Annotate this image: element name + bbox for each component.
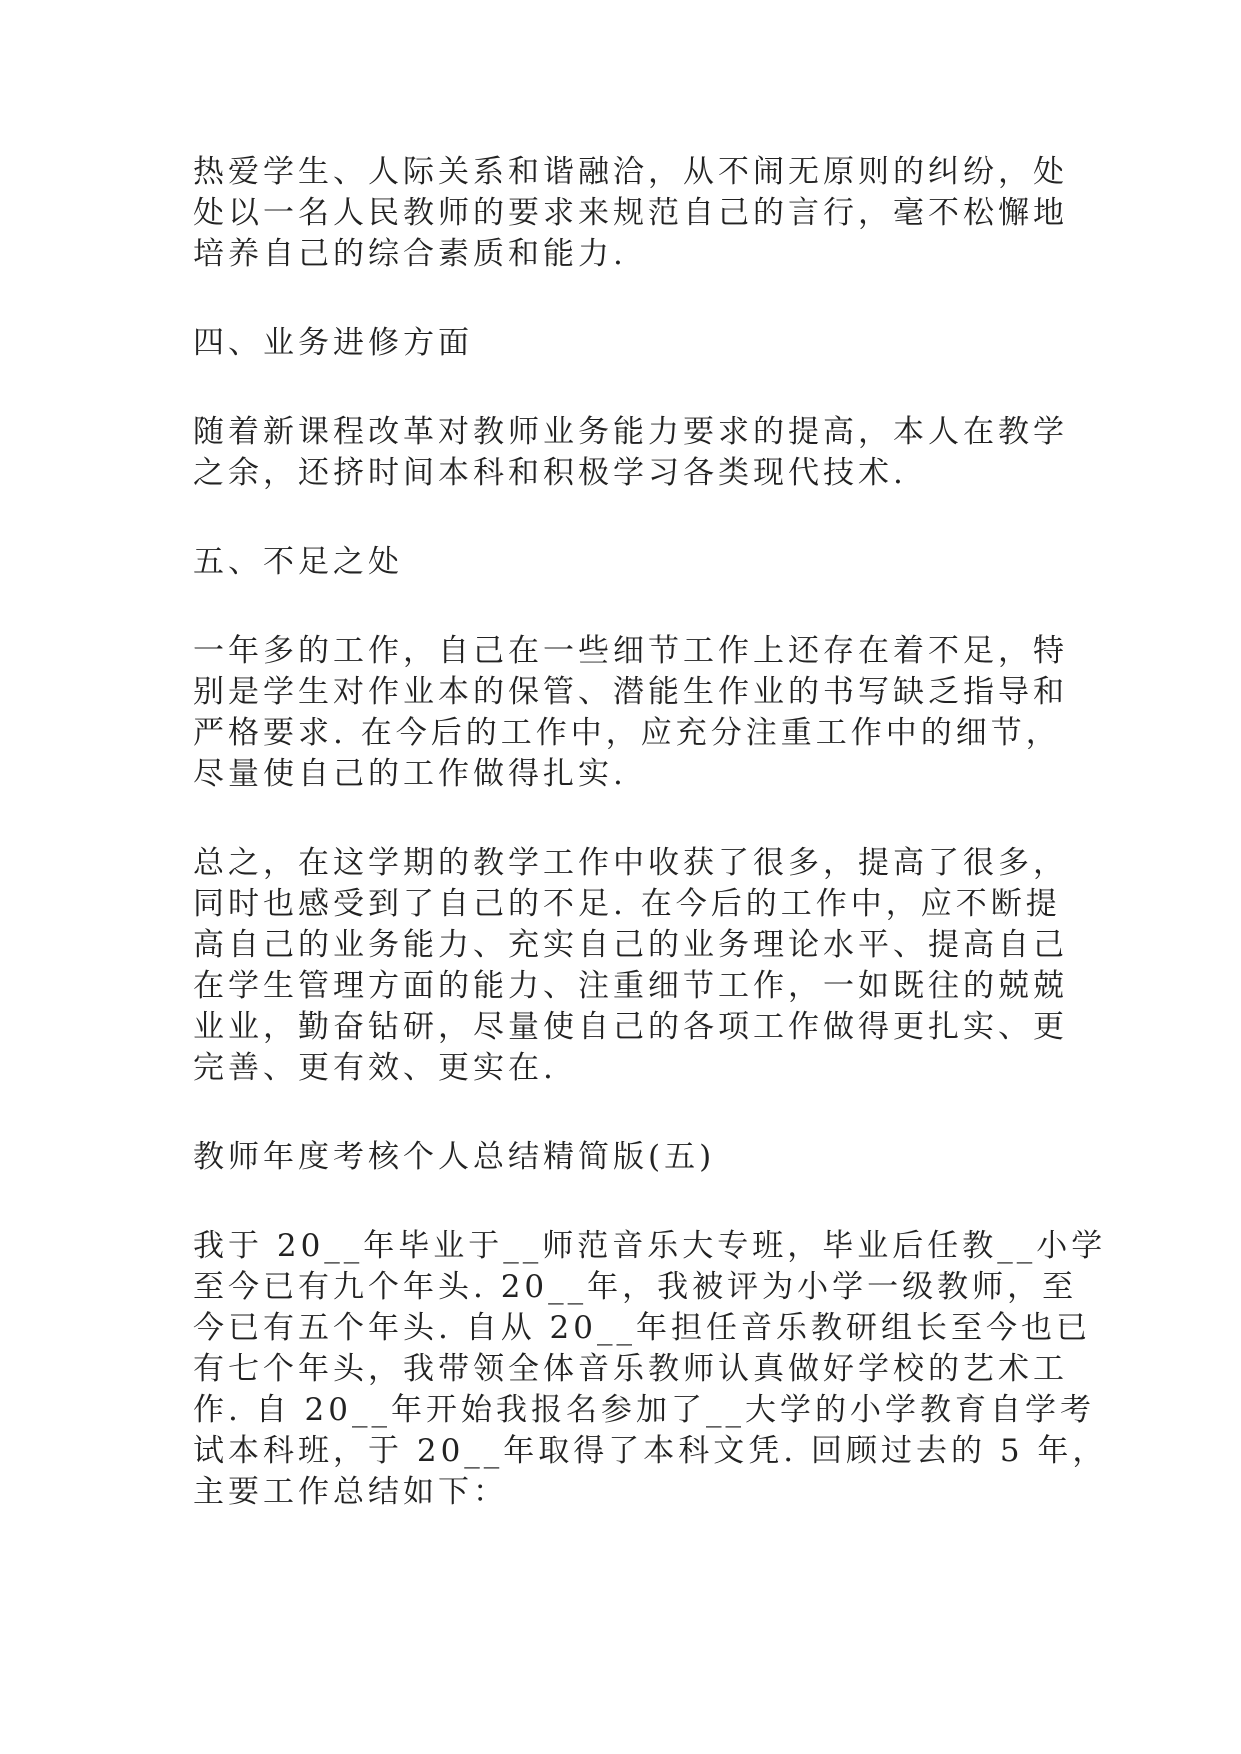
paragraph-gap bbox=[193, 1089, 1053, 1137]
paragraph-gap bbox=[193, 1178, 1053, 1226]
text-line: 一年多的工作，自己在一些细节工作上还存在着不足，特 bbox=[193, 633, 1068, 669]
text-line: 总之，在这学期的教学工作中收获了很多，提高了很多， bbox=[193, 845, 1068, 881]
paragraph-business-study bbox=[193, 412, 1068, 494]
text-line: 在学生管理方面的能力、注重细节工作，一如既往的兢兢 bbox=[193, 968, 1068, 1004]
section-heading: 四、业务进修方面 bbox=[193, 325, 473, 361]
paragraph-conclusion bbox=[193, 843, 1068, 1089]
paragraph-gap bbox=[193, 494, 1053, 542]
section-heading: 五、不足之处 bbox=[193, 544, 403, 580]
text-line: 高自己的业务能力、充实自己的业务理论水平、提高自己 bbox=[193, 927, 1068, 963]
paragraph-gap bbox=[193, 364, 1053, 412]
text-line: 随着新课程改革对教师业务能力要求的提高，本人在教学 bbox=[193, 414, 1068, 450]
text-line: 严格要求. 在今后的工作中，应充分注重工作中的细节， bbox=[193, 715, 1061, 751]
paragraph-intro-summary bbox=[193, 1226, 1108, 1513]
text-line: 处以一名人民教师的要求来规范自己的言行，毫不松懈地 bbox=[193, 195, 1068, 231]
document-subtitle bbox=[193, 1137, 1053, 1178]
paragraph-teacher-conduct bbox=[193, 152, 1068, 275]
document-body bbox=[193, 152, 1108, 1513]
text-line: 今已有五个年头. 自从 20__年担任音乐教研组长至今也已 bbox=[193, 1310, 1092, 1346]
text-line: 别是学生对作业本的保管、潜能生作业的书写缺乏指导和 bbox=[193, 674, 1068, 710]
text-line: 我于 20__年毕业于__师范音乐大专班，毕业后任教__小学 bbox=[193, 1228, 1107, 1264]
text-line: 有七个年头，我带领全体音乐教师认真做好学校的艺术工 bbox=[193, 1351, 1068, 1387]
paragraph-gap bbox=[193, 275, 1053, 323]
text-line: 尽量使自己的工作做得扎实. bbox=[193, 756, 627, 792]
text-line: 完善、更有效、更实在. bbox=[193, 1050, 557, 1086]
text-line: 热爱学生、人际关系和谐融洽，从不闹无原则的纠纷，处 bbox=[193, 154, 1068, 190]
text-line: 试本科班，于 20__年取得了本科文凭. 回顾过去的 5 年， bbox=[193, 1433, 1108, 1469]
text-line: 至今已有九个年头. 20__年，我被评为小学一级教师，至 bbox=[193, 1269, 1078, 1305]
section-heading: 教师年度考核个人总结精简版(五) bbox=[193, 1139, 716, 1175]
paragraph-shortcomings bbox=[193, 631, 1068, 795]
text-line: 主要工作总结如下： bbox=[193, 1474, 508, 1510]
text-line: 培养自己的综合素质和能力. bbox=[193, 236, 627, 272]
paragraph-gap bbox=[193, 795, 1053, 843]
paragraph-gap bbox=[193, 583, 1053, 631]
text-line: 同时也感受到了自己的不足. 在今后的工作中，应不断提 bbox=[193, 886, 1061, 922]
section-heading-business-study bbox=[193, 323, 1053, 364]
text-line: 业业，勤奋钻研，尽量使自己的各项工作做得更扎实、更 bbox=[193, 1009, 1068, 1045]
section-heading-shortcomings bbox=[193, 542, 1053, 583]
text-line: 之余，还挤时间本科和积极学习各类现代技术. bbox=[193, 455, 907, 491]
text-line: 作. 自 20__年开始我报名参加了__大学的小学教育自学考 bbox=[193, 1392, 1096, 1428]
